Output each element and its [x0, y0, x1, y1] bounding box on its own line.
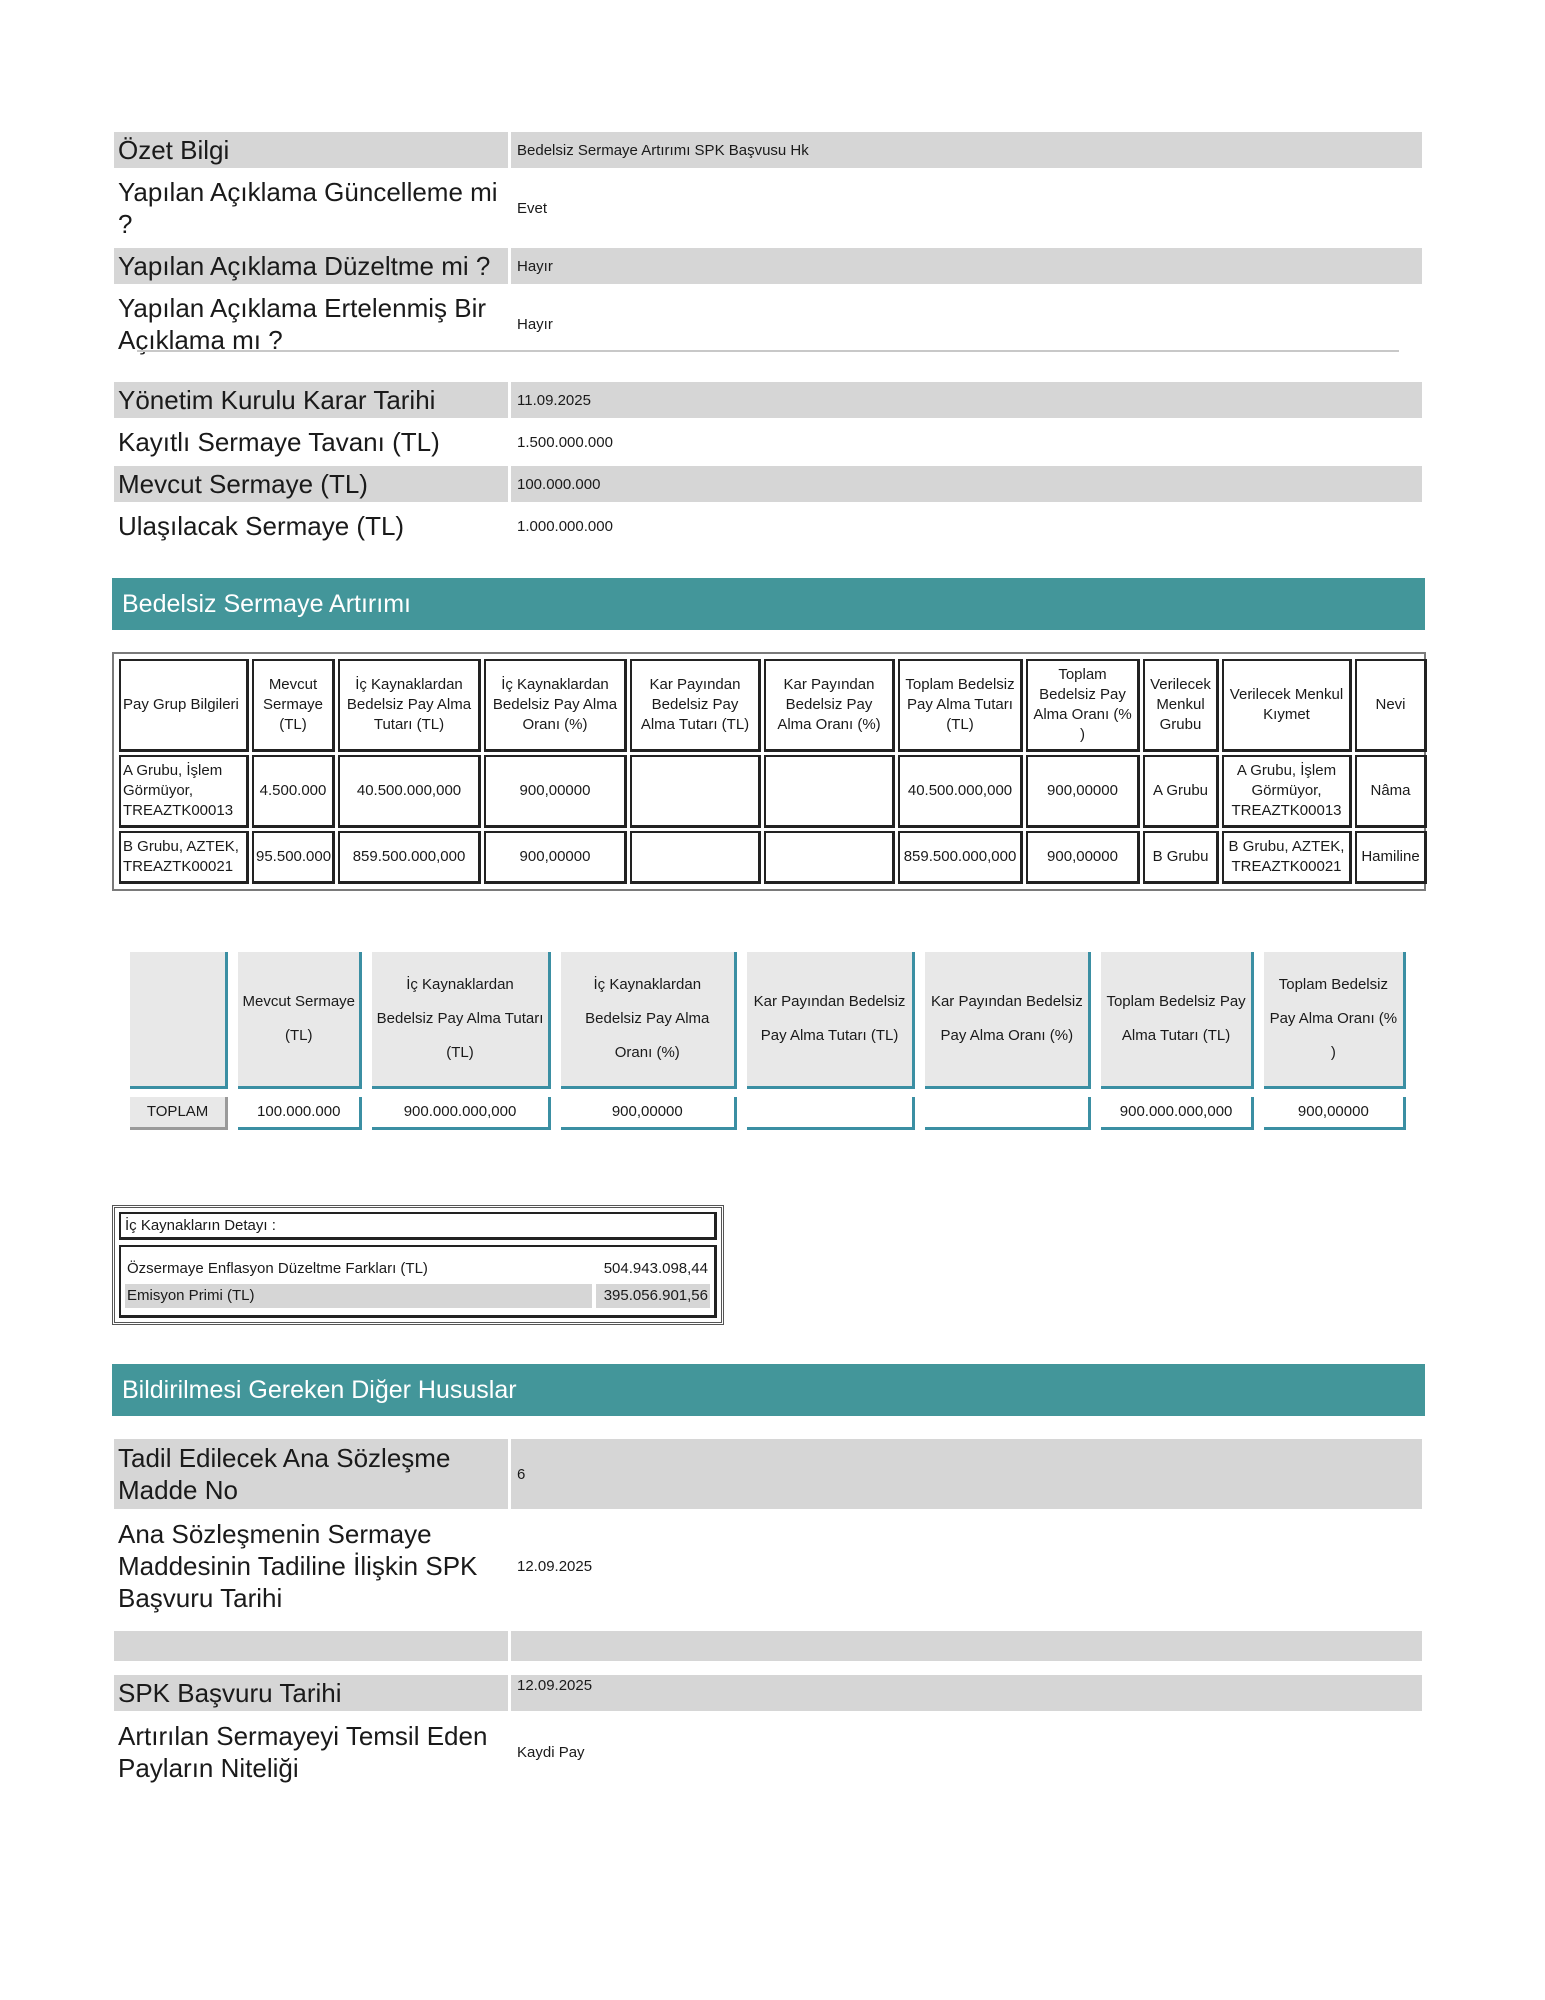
- field-value: [511, 1631, 1422, 1661]
- field-label: Yönetim Kurulu Karar Tarihi: [114, 382, 511, 418]
- table-cell: 900.000.000,000: [372, 1097, 550, 1130]
- column-header: Kar Payından Bedelsiz Pay Alma Oranı (%): [925, 952, 1091, 1089]
- item-label: Özsermaye Enflasyon Düzeltme Farkları (TL): [127, 1260, 428, 1277]
- internal-sources-box: [112, 1205, 724, 1325]
- other-row: [114, 1439, 1422, 1509]
- field-value: 11.09.2025: [511, 382, 1422, 418]
- table-cell: 859.500.000,000: [898, 831, 1023, 884]
- field-label: Özet Bilgi: [114, 132, 511, 168]
- field-value: 100.000.000: [511, 466, 1422, 502]
- column-header: Mevcut Sermaye (TL): [238, 952, 362, 1089]
- other-row: [114, 1717, 1422, 1787]
- column-header: Toplam Bedelsiz Pay Alma Tutarı (TL): [898, 659, 1023, 752]
- other-row: [114, 1675, 1422, 1711]
- internal-sources-list: [119, 1245, 717, 1318]
- totals-label: TOPLAM: [130, 1097, 228, 1130]
- column-header: Toplam Bedelsiz Pay Alma Oranı (% ): [1264, 952, 1406, 1089]
- field-label: [114, 1631, 511, 1661]
- table-row: [119, 831, 1427, 884]
- table-cell: 900,00000: [1264, 1097, 1406, 1130]
- field-label: Ana Sözleşmenin Sermaye Maddesinin Tadiline İlişkin SPK Başvuru Tarihi: [118, 1519, 478, 1613]
- table-cell: 900,00000: [484, 831, 627, 884]
- field-value: 1.500.000.000: [517, 433, 613, 451]
- summary-table: [114, 126, 1422, 364]
- table-cell: [630, 755, 761, 828]
- column-header: İç Kaynaklardan Bedelsiz Pay Alma Oranı (%): [484, 659, 627, 752]
- table-cell: [925, 1097, 1091, 1130]
- totals-row: [130, 1097, 1406, 1130]
- field-label: Mevcut Sermaye (TL): [114, 466, 511, 502]
- table-cell: A Grubu, İşlem Görmüyor, TREAZTK00013: [119, 755, 249, 828]
- table-cell: B Grubu, AZTEK, TREAZTK00021: [1222, 831, 1352, 884]
- divider: [137, 350, 1399, 352]
- summary-row: [114, 132, 1422, 168]
- field-label: SPK Başvuru Tarihi: [114, 1675, 511, 1711]
- totals-table: [120, 944, 1416, 1138]
- column-header: Verilecek Menkul Grubu: [1143, 659, 1219, 752]
- field-value: Hayır: [517, 315, 553, 333]
- field-label: Yapılan Açıklama Ertelenmiş Bir Açıklama mı ?: [118, 293, 486, 355]
- table-cell: 900.000.000,000: [1101, 1097, 1253, 1130]
- table-cell: [764, 831, 895, 884]
- field-value: 12.09.2025: [517, 1557, 593, 1575]
- list-item: [125, 1284, 710, 1308]
- column-header: Kar Payından Bedelsiz Pay Alma Tutarı (TL): [747, 952, 915, 1089]
- column-header: Nevi: [1355, 659, 1427, 752]
- column-header: [130, 952, 228, 1089]
- table-cell: B Grubu, AZTEK, TREAZTK00021: [119, 831, 249, 884]
- other-matters-table: [114, 1433, 1422, 1793]
- table-cell: 900,00000: [1026, 831, 1140, 884]
- table-cell: A Grubu, İşlem Görmüyor, TREAZTK00013: [1222, 755, 1352, 828]
- section-header: Bildirilmesi Gereken Diğer Hususlar: [112, 1364, 1425, 1416]
- spacer-row: [114, 1623, 1422, 1625]
- table-cell: 40.500.000,000: [338, 755, 481, 828]
- internal-sources-title: İç Kaynakların Detayı :: [119, 1212, 717, 1240]
- column-header: Mevcut Sermaye (TL): [252, 659, 335, 752]
- column-header: Kar Payından Bedelsiz Pay Alma Tutarı (TL): [630, 659, 761, 752]
- table-cell: Nâma: [1355, 755, 1427, 828]
- list-item: [125, 1257, 710, 1281]
- column-header: Kar Payından Bedelsiz Pay Alma Oranı (%): [764, 659, 895, 752]
- column-header: Toplam Bedelsiz Pay Alma Oranı (% ): [1026, 659, 1140, 752]
- column-header: Toplam Bedelsiz Pay Alma Tutarı (TL): [1101, 952, 1253, 1089]
- capital-row: [114, 424, 1422, 460]
- capital-row: [114, 382, 1422, 418]
- table-cell: 859.500.000,000: [338, 831, 481, 884]
- field-label: Tadil Edilecek Ana Sözleşme Madde No: [114, 1439, 511, 1509]
- table-cell: A Grubu: [1143, 755, 1219, 828]
- capital-row: [114, 508, 1422, 544]
- field-value: 6: [511, 1439, 1422, 1509]
- table-cell: [747, 1097, 915, 1130]
- summary-row: [114, 290, 1422, 358]
- column-header: İç Kaynaklardan Bedelsiz Pay Alma Tutarı (TL): [372, 952, 550, 1089]
- table-header-row: [119, 659, 1427, 752]
- table-cell: 900,00000: [561, 1097, 737, 1130]
- summary-row: [114, 174, 1422, 242]
- field-label: Ulaşılacak Sermaye (TL): [118, 511, 405, 541]
- other-row: [114, 1631, 1422, 1661]
- table-cell: 40.500.000,000: [898, 755, 1023, 828]
- table-cell: 900,00000: [1026, 755, 1140, 828]
- column-header: Pay Grup Bilgileri: [119, 659, 249, 752]
- share-group-table: [112, 652, 1426, 891]
- field-value: 12.09.2025: [511, 1675, 1422, 1711]
- item-value: 395.056.901,56: [596, 1284, 710, 1308]
- field-value: Kaydi Pay: [517, 1743, 585, 1761]
- field-label: Artırılan Sermayeyi Temsil Eden Payların Niteliği: [118, 1721, 488, 1783]
- table-cell: B Grubu: [1143, 831, 1219, 884]
- field-value: Bedelsiz Sermaye Artırımı SPK Başvusu Hk: [511, 132, 1422, 168]
- item-value: 504.943.098,44: [603, 1260, 708, 1277]
- table-cell: 900,00000: [484, 755, 627, 828]
- column-header: Verilecek Menkul Kıymet: [1222, 659, 1352, 752]
- table-cell: 95.500.000: [252, 831, 335, 884]
- other-row: [114, 1515, 1422, 1617]
- table-cell: 100.000.000: [238, 1097, 362, 1130]
- table-header-row: [130, 952, 1406, 1089]
- capital-row: [114, 466, 1422, 502]
- capital-table: [114, 376, 1422, 550]
- table-cell: Hamiline: [1355, 831, 1427, 884]
- summary-row: [114, 248, 1422, 284]
- field-label: Kayıtlı Sermaye Tavanı (TL): [118, 427, 440, 457]
- table-cell: 4.500.000: [252, 755, 335, 828]
- section-header: Bedelsiz Sermaye Artırımı: [112, 578, 1425, 630]
- spacer-row: [114, 1667, 1422, 1669]
- table-cell: [630, 831, 761, 884]
- item-label: Emisyon Primi (TL): [125, 1284, 592, 1308]
- field-label: Yapılan Açıklama Güncelleme mi ?: [118, 177, 498, 239]
- field-value: 1.000.000.000: [517, 517, 613, 535]
- field-value: Evet: [517, 199, 548, 217]
- column-header: İç Kaynaklardan Bedelsiz Pay Alma Tutarı (TL): [338, 659, 481, 752]
- table-cell: [764, 755, 895, 828]
- column-header: İç Kaynaklardan Bedelsiz Pay Alma Oranı (%): [561, 952, 737, 1089]
- field-label: Yapılan Açıklama Düzeltme mi ?: [114, 248, 511, 284]
- table-row: [119, 755, 1427, 828]
- field-value: Hayır: [511, 248, 1422, 284]
